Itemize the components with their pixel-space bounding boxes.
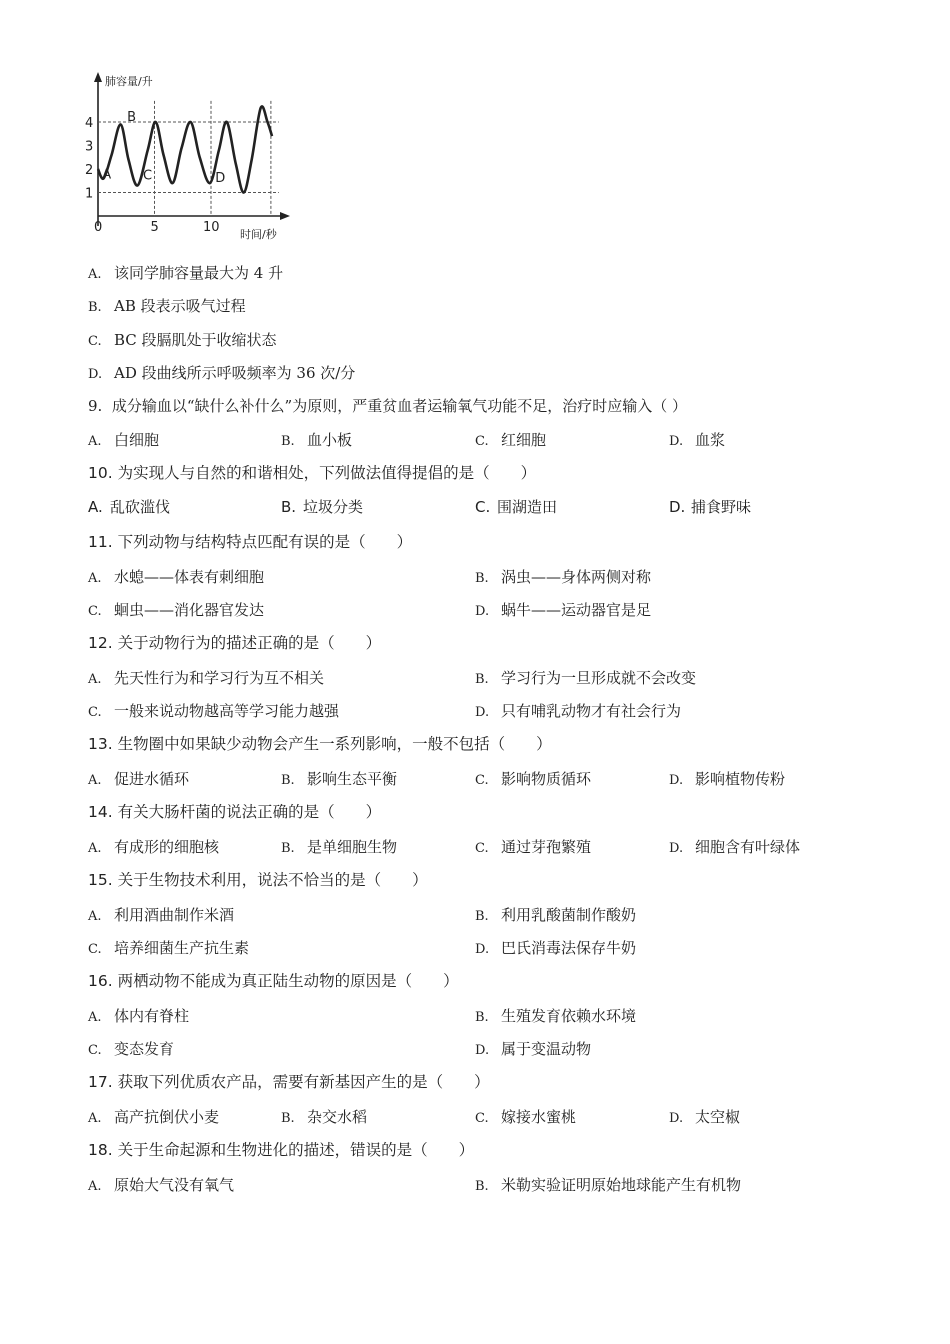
option-text: 属于变温动物: [501, 1040, 592, 1058]
q14-option-a: [88, 837, 219, 859]
option-text: 高产抗倒伏小麦: [114, 1108, 220, 1126]
option-text: 垃圾分类: [303, 498, 364, 516]
x-tick-label: 10: [203, 220, 220, 235]
question-18: [88, 1140, 474, 1160]
option-key: C.: [475, 434, 489, 449]
question-stem: 成分输血以“缺什么补什么”为原则，严重贫血者运输氧气功能不足，治疗时应输入（ ）: [111, 397, 687, 415]
option-text: 通过芽孢繁殖: [501, 838, 592, 856]
option-text: 杂交水稻: [307, 1108, 368, 1126]
q16-option-c: [88, 1039, 174, 1061]
option-text: 涡虫——身体两侧对称: [501, 568, 652, 586]
option-text: 细胞含有叶绿体: [695, 838, 801, 856]
question-17: [88, 1072, 490, 1092]
option-key: C.: [88, 334, 102, 349]
question-number: 10.: [88, 464, 113, 482]
option-key: C.: [88, 942, 102, 957]
option-key: A.: [88, 267, 102, 282]
lung-volume-chart: [80, 68, 300, 248]
option-text: 蜗牛——运动器官是足: [501, 601, 652, 619]
option-key: C.: [475, 498, 491, 516]
question-stem: 为实现人与自然的和谐相处，下列做法值得提倡的是（ ）: [117, 464, 537, 482]
option-key: A.: [88, 909, 102, 924]
question-stem: 获取下列优质农产品，需要有新基因产生的是（ ）: [117, 1073, 490, 1091]
question-stem: 关于生物技术利用，说法不恰当的是（ ）: [117, 871, 428, 889]
option-text: 原始大气没有氧气: [114, 1176, 235, 1194]
chart-point-labels: [102, 110, 225, 186]
q16-option-d: [475, 1039, 591, 1061]
option-key: D.: [475, 1043, 490, 1058]
option-text: 利用乳酸菌制作酸奶: [501, 906, 637, 924]
option-key: B.: [281, 1111, 295, 1126]
q14-option-d: [669, 837, 800, 859]
question-13: [88, 734, 552, 754]
q8-option-a: [88, 263, 283, 285]
q17-option-b: [281, 1107, 367, 1129]
option-key: B.: [88, 300, 102, 315]
question-14: [88, 802, 381, 822]
option-text: 红细胞: [501, 431, 547, 449]
option-text: 促进水循环: [114, 770, 190, 788]
question-number: 18.: [88, 1141, 113, 1159]
option-text: 体内有脊柱: [114, 1007, 190, 1025]
y-tick-label: 3: [85, 139, 94, 155]
q10-option-b: [281, 497, 363, 517]
point-label-d: D: [215, 170, 226, 186]
option-text: BC 段膈肌处于收缩状态: [114, 331, 277, 349]
x-tick-label: 5: [150, 220, 159, 235]
option-text: 学习行为一旦形成就不会改变: [501, 669, 697, 687]
chart-axes: [94, 72, 290, 226]
option-key: D.: [475, 604, 490, 619]
option-key: D.: [669, 773, 684, 788]
question-number: 14.: [88, 803, 113, 821]
q11-option-a: [88, 567, 264, 589]
option-text: 有成形的细胞核: [114, 838, 220, 856]
option-key: B.: [475, 1179, 489, 1194]
question-stem: 生物圈中如果缺少动物会产生一系列影响，一般不包括（ ）: [117, 735, 552, 753]
option-key: A.: [88, 434, 102, 449]
q12-option-d: [475, 701, 681, 723]
option-key: D.: [669, 1111, 684, 1126]
question-number: 16.: [88, 972, 113, 990]
option-text: 利用酒曲制作米酒: [114, 906, 235, 924]
question-number: 12.: [88, 634, 113, 652]
option-text: 太空椒: [695, 1108, 741, 1126]
q16-option-a: [88, 1006, 189, 1028]
option-text: 是单细胞生物: [307, 838, 398, 856]
q15-option-a: [88, 905, 234, 927]
option-key: A.: [88, 498, 103, 516]
option-key: D.: [475, 705, 490, 720]
question-stem: 两栖动物不能成为真正陆生动物的原因是（ ）: [117, 972, 459, 990]
option-text: AB 段表示吸气过程: [114, 297, 246, 315]
option-text: 影响物质循环: [501, 770, 592, 788]
option-key: C.: [88, 604, 102, 619]
q17-option-a: [88, 1107, 219, 1129]
option-key: B.: [475, 1010, 489, 1025]
option-text: 只有哺乳动物才有社会行为: [501, 702, 682, 720]
option-text: 嫁接水蜜桃: [501, 1108, 577, 1126]
option-key: C.: [475, 841, 489, 856]
q18-option-b: [475, 1175, 741, 1197]
point-label-b: B: [127, 109, 137, 125]
option-text: 水螅——体表有刺细胞: [114, 568, 265, 586]
option-key: D.: [669, 498, 686, 516]
option-key: A.: [88, 672, 102, 687]
q8-option-c: [88, 330, 277, 352]
y-tick-label: 4: [85, 116, 94, 131]
q10-option-d: [669, 497, 751, 517]
option-key: B.: [475, 672, 489, 687]
option-key: B.: [475, 909, 489, 924]
q8-option-d: [88, 363, 355, 385]
y-axis-label: 肺容量/升: [105, 75, 153, 88]
option-key: A.: [88, 773, 102, 788]
option-key: D.: [669, 434, 684, 449]
y-tick-label: 2: [85, 163, 94, 178]
q9-option-a: [88, 430, 159, 452]
option-key: A.: [88, 1111, 102, 1126]
point-label-a: A: [102, 167, 112, 183]
q9-option-b: [281, 430, 352, 452]
question-12: [88, 633, 381, 653]
q12-option-b: [475, 668, 696, 690]
q15-option-d: [475, 938, 636, 960]
option-text: 变态发育: [114, 1040, 175, 1058]
option-text: 影响生态平衡: [307, 770, 398, 788]
q16-option-b: [475, 1006, 636, 1028]
question-number: 17.: [88, 1073, 113, 1091]
q11-option-d: [475, 600, 651, 622]
question-number: 11.: [88, 533, 113, 551]
question-number: 9.: [88, 397, 103, 415]
option-text: 白细胞: [114, 431, 160, 449]
q12-option-c: [88, 701, 339, 723]
q10-option-a: [88, 497, 170, 517]
q12-option-a: [88, 668, 324, 690]
q13-option-a: [88, 769, 189, 791]
question-stem: 有关大肠杆菌的说法正确的是（ ）: [117, 803, 382, 821]
option-key: A.: [88, 841, 102, 856]
option-text: 该同学肺容量最大为 4 升: [114, 264, 284, 282]
question-11: [88, 532, 412, 552]
option-text: 蛔虫——消化器官发达: [114, 601, 265, 619]
option-key: B.: [281, 498, 297, 516]
question-16: [88, 971, 459, 991]
option-text: 血小板: [307, 431, 353, 449]
option-key: C.: [475, 773, 489, 788]
option-text: 巴氏消毒法保存牛奶: [501, 939, 637, 957]
x-axis-arrow: [280, 212, 290, 220]
question-15: [88, 870, 428, 890]
q17-option-d: [669, 1107, 740, 1129]
question-number: 15.: [88, 871, 113, 889]
option-key: B.: [475, 571, 489, 586]
option-key: A.: [88, 571, 102, 586]
q17-option-c: [475, 1107, 576, 1129]
option-text: 一般来说动物越高等学习能力越强: [114, 702, 340, 720]
option-text: 生殖发育依赖水环境: [501, 1007, 637, 1025]
option-key: D.: [88, 367, 103, 382]
question-10: [88, 463, 536, 483]
option-text: 捕食野味: [691, 498, 752, 516]
q15-option-c: [88, 938, 249, 960]
question-stem: 下列动物与结构特点匹配有误的是（ ）: [117, 533, 413, 551]
question-stem: 关于动物行为的描述正确的是（ ）: [117, 634, 382, 652]
option-key: C.: [475, 1111, 489, 1126]
q11-option-c: [88, 600, 264, 622]
q13-option-c: [475, 769, 591, 791]
option-key: C.: [88, 1043, 102, 1058]
option-text: 血浆: [695, 431, 726, 449]
option-key: B.: [281, 841, 295, 856]
x-axis-label: 时间/秒: [240, 228, 277, 241]
option-text: 影响植物传粉: [695, 770, 786, 788]
option-key: D.: [669, 841, 684, 856]
y-axis-arrow: [94, 72, 102, 82]
q10-option-c: [475, 497, 557, 517]
q14-option-c: [475, 837, 591, 859]
q11-option-b: [475, 567, 651, 589]
option-text: AD 段曲线所示呼吸频率为 36 次/分: [114, 364, 356, 382]
option-text: 乱砍滥伐: [110, 498, 171, 516]
q13-option-d: [669, 769, 785, 791]
option-key: C.: [88, 705, 102, 720]
q8-option-b: [88, 296, 246, 318]
origin-label: 0: [94, 220, 103, 235]
option-key: A.: [88, 1010, 102, 1025]
y-tick-label: 1: [85, 186, 94, 202]
question-number: 13.: [88, 735, 113, 753]
option-key: B.: [281, 434, 295, 449]
q14-option-b: [281, 837, 397, 859]
q15-option-b: [475, 905, 636, 927]
lung-volume-curve: [98, 106, 272, 192]
option-text: 培养细菌生产抗生素: [114, 939, 250, 957]
q9-option-c: [475, 430, 546, 452]
option-key: A.: [88, 1179, 102, 1194]
question-9: [88, 396, 687, 416]
q9-option-d: [669, 430, 725, 452]
question-stem: 关于生命起源和生物进化的描述，错误的是（ ）: [117, 1141, 475, 1159]
point-label-c: C: [142, 168, 153, 184]
option-text: 米勒实验证明原始地球能产生有机物: [501, 1176, 742, 1194]
q13-option-b: [281, 769, 397, 791]
option-text: 先天性行为和学习行为互不相关: [114, 669, 325, 687]
option-text: 围湖造田: [497, 498, 558, 516]
option-key: D.: [475, 942, 490, 957]
option-key: B.: [281, 773, 295, 788]
q18-option-a: [88, 1175, 234, 1197]
